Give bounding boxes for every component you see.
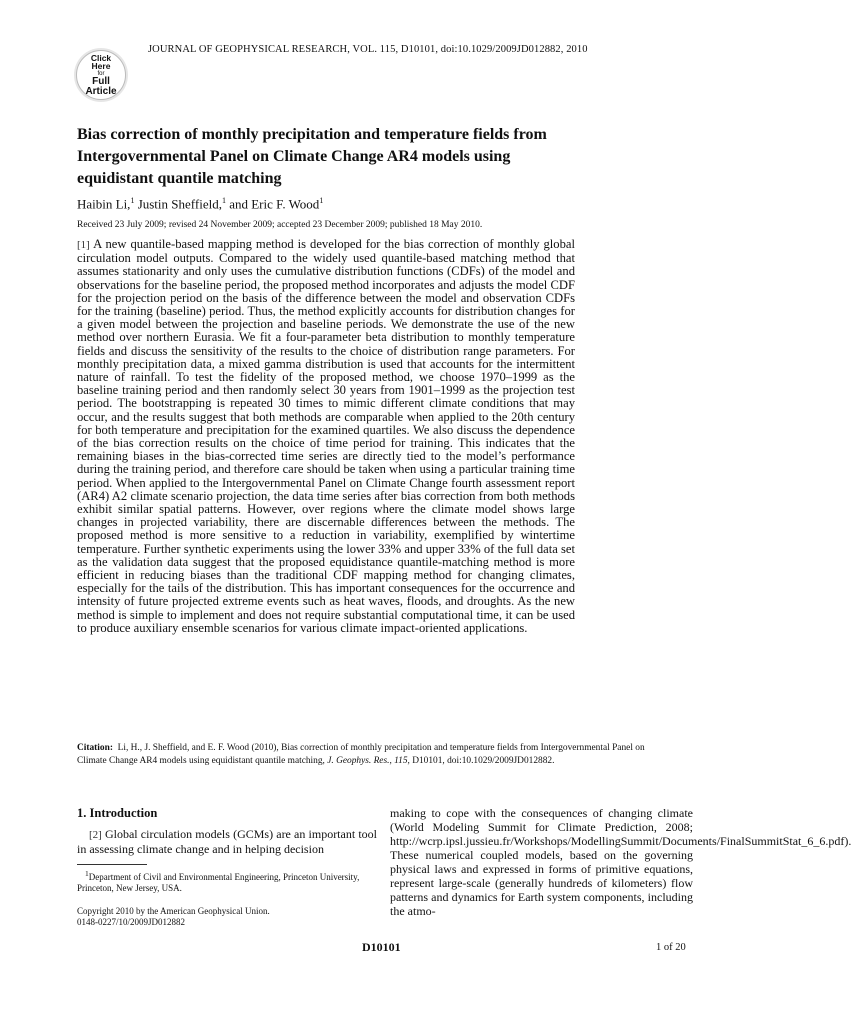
logo-text-full: Full <box>92 75 110 87</box>
affiliation-footnote <box>77 868 377 894</box>
article-title: Bias correction of monthly precipitation and temperature fields from Intergovernmental Panel on Climate Change AR4 models using equidistant quantile matching <box>77 126 547 187</box>
affiliation-mark: 1 <box>319 196 324 205</box>
citation-doi: , D10101, doi:10.1029/2009JD012882. <box>407 756 555 766</box>
logo-text-for: for <box>97 70 105 77</box>
left-column <box>77 806 377 856</box>
author-name: Justin Sheffield, <box>137 196 222 212</box>
author-name: Haibin Li, <box>77 196 131 212</box>
abstract <box>77 238 575 635</box>
intro-paragraph-text: Global circulation models (GCMs) are an important tool in assessing climate change and in helping decision <box>77 827 378 857</box>
paragraph-number: [2] <box>89 829 102 841</box>
page-number: 1 of 20 <box>656 942 686 953</box>
footer-article-id: D10101 <box>362 940 401 954</box>
copyright-notice <box>77 906 377 928</box>
citation-text: Li, H., J. Sheffield, and E. F. Wood (2010), Bias correction of monthly precipitation and temperature fields from Intergovernmental Panel on Climate Change AR4 models using equidistant quantile matching, <box>77 743 645 766</box>
journal-header: JOURNAL OF GEOPHYSICAL RESEARCH, VOL. 115, D10101, doi:10.1029/2009JD012882, 2010 <box>148 44 588 55</box>
affiliation-mark: 1 <box>221 196 226 205</box>
citation-label: Citation: <box>77 743 113 753</box>
right-column-text: making to cope with the consequences of changing climate (World Modeling Summit for Climate Prediction, 2008; http://wcrp.ipsl.jussieu.fr/Workshops/ModellingSummit/Documents/FinalSummitStat_6_6.pdf). These numerical coupled models, based on the governing physical laws and expressed in forms of primitive equations, represent large-scale (generally hundreds of kilometers) flow patterns and dynamics for Earth system components, including the atmo- <box>390 806 851 918</box>
author-list <box>77 196 323 212</box>
citation: Citation: Li, H., J. Sheffield, and E. F. Wood (2010), Bias correction of monthly precipitation and temperature fields from Intergovernmental Panel on Climate Change AR4 models using equidistant quantile matching, J. Geophys. Res., 115, D10101, doi:10.1029/2009JD012882. <box>77 743 645 766</box>
citation-journal: J. Geophys. Res. <box>327 756 390 766</box>
footnote-text: Department of Civil and Environmental Engineering, Princeton University, Princeton, New Jersey, USA. <box>77 872 360 893</box>
intro-paragraph <box>77 827 377 856</box>
author-name: and Eric F. Wood <box>229 196 320 212</box>
footnote-mark: 1 <box>85 869 89 878</box>
paragraph-number: [1] <box>77 239 90 251</box>
section-heading: 1. Introduction <box>77 806 158 820</box>
affiliation-mark: 1 <box>130 196 135 205</box>
copyright-line: Copyright 2010 by the American Geophysical Union. <box>77 906 270 916</box>
citation-volume: 115 <box>394 756 408 766</box>
footnote-divider <box>77 864 147 865</box>
logo-text-here: Here <box>91 61 111 71</box>
publication-dates: Received 23 July 2009; revised 24 November 2009; accepted 23 December 2009; published 18 May 2010. <box>77 220 483 230</box>
full-article-logo[interactable] <box>76 50 126 100</box>
issn-line: 0148-0227/10/2009JD012882 <box>77 917 185 927</box>
logo-text-click: Click <box>90 52 112 63</box>
logo-text-article: Article <box>85 85 117 97</box>
abstract-text: A new quantile-based mapping method is developed for the bias correction of monthly global circulation model outputs. Compared to the widely used quantile-based matching method that assumes stationarity and only uses the cumulative distribution functions (CDFs) of the model and observations for the baseline period, the proposed method incorporates and adjusts the model CDF for the projection period on the basis of the difference between the model and observation CDFs for the training (baseline) period. Thus, the method explicitly accounts for distribution changes for a given model between the projection and baseline periods. We demonstrate the use of the new method over northern Eurasia. We fit a four-parameter beta distribution to monthly temperature fields and discuss the sensitivity of the results to the choice of distribution range parameters. For monthly precipitation data, a mixed gamma distribution is used that accounts for the intermittent nature of rainfall. To test the fidelity of the proposed method, we choose 1970–1999 as the baseline training period and then randomly select 30 years from 1901–1999 as the projection test period. The bootstrapping is repeated 30 times to mimic different climate conditions that may occur, and the results suggest that both methods are comparable when applied to the 20th century for both temperature and precipitation for the examined quartiles. We also discuss the dependence of the bias correction results on the choice of time period for training. This indicates that the remaining biases in the bias-corrected time series are directly tied to the model’s performance during the training period, and therefore care should be taken when using a particular training time period. When applied to the Intergovernmental Panel on Climate Change fourth assessment report (AR4) A2 climate scenario projection, the data time series after bias correction from both methods exhibit similar spatial patterns. However, over regions where the climate model shows large changes in projected variability, there are discernable differences between the methods. The proposed method is more sensitive to a reduction in variability, exemplified by wintertime temperature. Further synthetic experiments using the lower 33% and upper 33% of the full data set as the validation data suggest that the proposed equidistance quantile-matching method is more efficient in reducing biases than the traditional CDF mapping method for changing climates, especially for the tails of the distribution. This has important consequences for the occurrence and intensity of future projected extreme events such as heat waves, floods, and droughts. As the new method is simple to implement and does not require substantial computational time, it can be used to produce auxiliary ensemble scenarios for various climate impact-oriented applications. <box>77 237 575 635</box>
